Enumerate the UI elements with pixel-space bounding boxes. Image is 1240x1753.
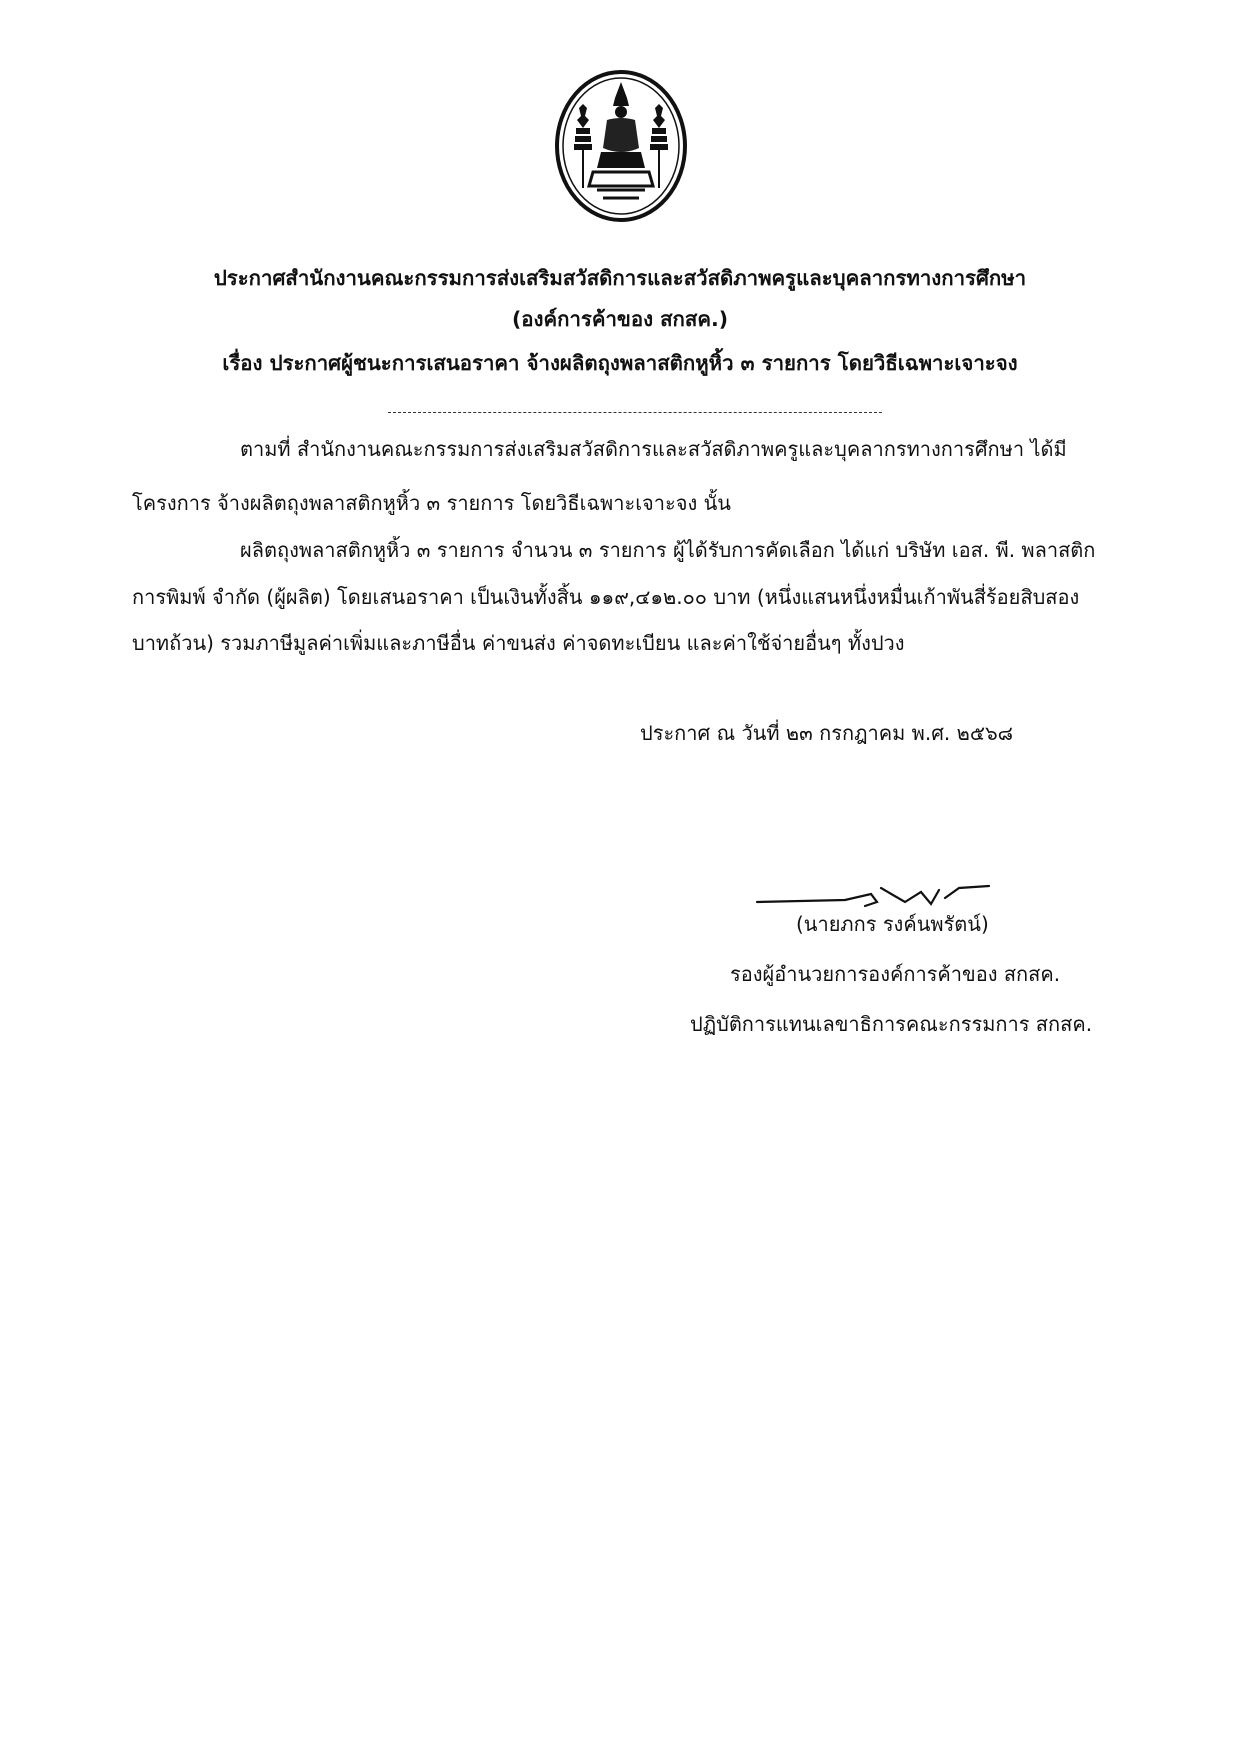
announcement-date: ประกาศ ณ วันที่ ๒๓ กรกฎาคม พ.ศ. ๒๕๖๘ (640, 721, 1014, 745)
document-title: ประกาศสำนักงานคณะกรรมการส่งเสริมสวัสดิการและสวัสดิภาพครูและบุคลากรทางการศึกษา (213, 266, 1027, 290)
body-paragraph-1-line-1: ตามที่ สำนักงานคณะกรรมการส่งเสริมสวัสดิการและสวัสดิภาพครูและบุคลากรทางการศึกษา ได้มี (240, 437, 1067, 461)
signatory-position: รองผู้อำนวยการองค์การค้าของ สกสค. (730, 962, 1061, 986)
document-subject: เรื่อง ประกาศผู้ชนะการเสนอราคา จ้างผลิตถุงพลาสติกหูหิ้ว ๓ รายการ โดยวิธีเฉพาะเจาะจง (222, 351, 1018, 375)
agency-emblem (553, 68, 689, 224)
document-subtitle: (องค์การค้าของ สกสค.) (511, 307, 729, 331)
body-paragraph-2-line-2: การพิมพ์ จำกัด (ผู้ผลิต) โดยเสนอราคา เป็นเงินทั้งสิ้น ๑๑๙,๔๑๒.๐๐ บาท (หนึ่งแสนหนึ่งหมื่นเก้าพันสี่ร้อยสิบสอง (132, 585, 1080, 609)
signatory-name: (นายภกร รงค์นพรัตน์) (796, 912, 989, 936)
body-paragraph-1-line-2: โครงการ จ้างผลิตถุงพลาสติกหูหิ้ว ๓ รายการ โดยวิธีเฉพาะเจาะจง นั้น (132, 491, 731, 515)
dashed-divider (388, 412, 882, 413)
body-paragraph-2-line-3: บาทถ้วน) รวมภาษีมูลค่าเพิ่มและภาษีอื่น ค่าขนส่ง ค่าจดทะเบียน และค่าใช้จ่ายอื่นๆ ทั้งปวง (132, 631, 905, 655)
signatory-acting-position: ปฏิบัติการแทนเลขาธิการคณะกรรมการ สกสค. (690, 1012, 1093, 1036)
body-paragraph-2-line-1: ผลิตถุงพลาสติกหูหิ้ว ๓ รายการ จำนวน ๓ รายการ ผู้ได้รับการคัดเลือก ได้แก่ บริษัท เอส. พี. พลาสติก (240, 538, 1096, 562)
